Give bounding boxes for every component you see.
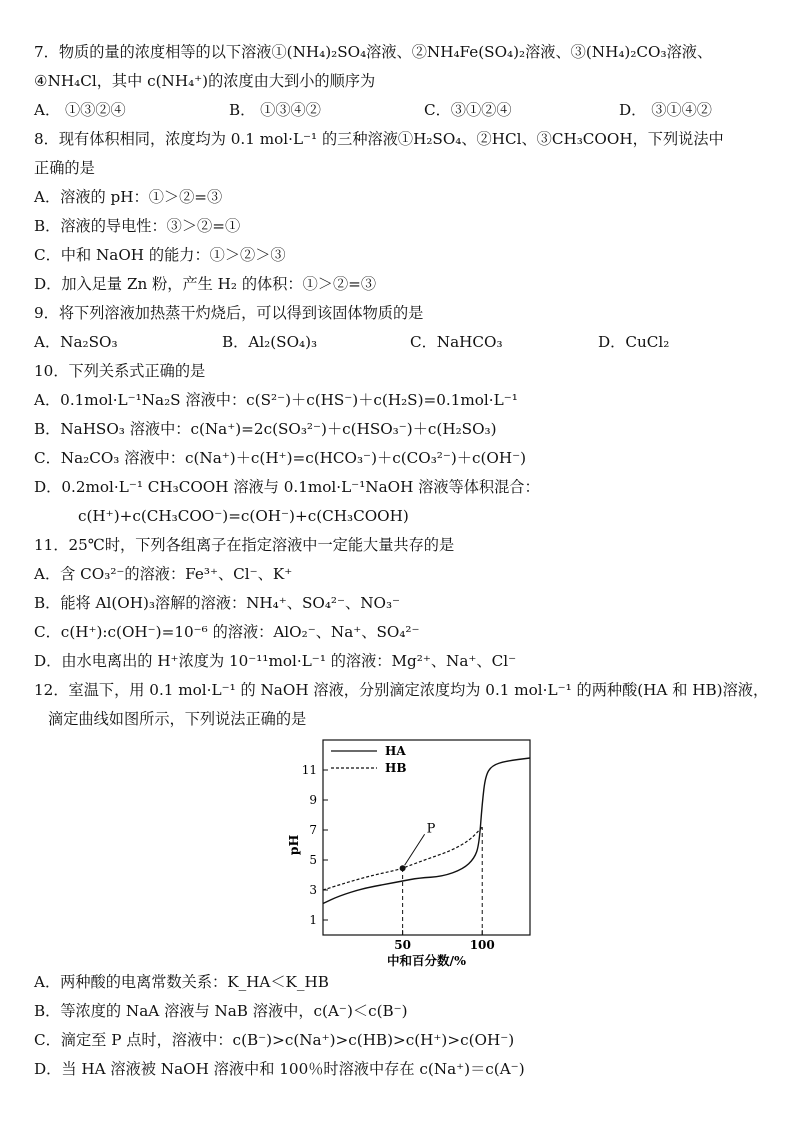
q8-stem: 8．现有体积相同，浓度均为 0.1 mol·L⁻¹ 的三种溶液①H₂SO₄、②HCl、③CH₃COOH，下列说法中	[34, 130, 724, 148]
q12-option-a[interactable]: A．两种酸的电离常数关系：K_HA＜K_HB	[34, 973, 329, 991]
q10-option-d[interactable]: D．0.2mol·L⁻¹ CH₃COOH 溶液与 0.1mol·L⁻¹NaOH 溶液等体积混合：	[34, 478, 540, 496]
q10-stem: 10．下列关系式正确的是	[34, 362, 206, 380]
plot-frame	[323, 740, 530, 935]
q9-option-d[interactable]: D．CuCl₂	[598, 333, 670, 351]
q8-option-c[interactable]: C．中和 NaOH 的能力：①＞②＞③	[34, 246, 286, 264]
q9-option-c[interactable]: C．NaHCO₃	[410, 333, 503, 351]
q12-stem: 12．室温下，用 0.1 mol·L⁻¹ 的 NaOH 溶液，分别滴定浓度均为 0.1 mol·L⁻¹ 的两种酸(HA 和 HB)溶液，	[34, 681, 769, 699]
point-p-leader	[405, 834, 425, 865]
q10-option-a[interactable]: A．0.1mol·L⁻¹Na₂S 溶液中：c(S²⁻)＋c(HS⁻)＋c(H₂S)=0.1mol·L⁻¹	[34, 391, 518, 409]
q10-option-b[interactable]: B．NaHSO₃ 溶液中：c(Na⁺)=2c(SO₃²⁻)＋c(HSO₃⁻)＋c(H₂SO₃)	[34, 420, 497, 438]
point-p-label: P	[426, 821, 436, 837]
q12-option-d[interactable]: D．当 HA 溶液被 NaOH 溶液中和 100％时溶液中存在 c(Na⁺)＝c(A⁻)	[34, 1060, 525, 1078]
q10-option-d-cont: c(H⁺)+c(CH₃COO⁻)=c(OH⁻)+c(CH₃COOH)	[78, 507, 409, 525]
q11-option-b[interactable]: B．能将 Al(OH)₃溶解的溶液：NH₄⁺、SO₄²⁻、NO₃⁻	[34, 594, 401, 612]
legend-label-ha: HA	[385, 744, 406, 758]
y-axis-label: pH	[286, 834, 301, 856]
q7-stem: 7．物质的量的浓度相等的以下溶液①(NH₄)₂SO₄溶液、②NH₄Fe(SO₄)₂溶液、③(NH₄)₂CO₃溶液、	[34, 43, 713, 61]
y-tick-label-3: 3	[309, 883, 317, 897]
x-axis-label: 中和百分数/%	[387, 953, 466, 968]
y-tick-label-11: 11	[301, 763, 317, 777]
q12-option-c[interactable]: C．滴定至 P 点时，溶液中：c(B⁻)>c(Na⁺)>c(HB)>c(H⁺)>c(OH⁻)	[34, 1031, 515, 1049]
point-p	[400, 865, 406, 871]
q9-option-b[interactable]: B．Al₂(SO₄)₃	[222, 333, 318, 351]
q11-option-c[interactable]: C．c(H⁺):c(OH⁻)=10⁻⁶ 的溶液：AlO₂⁻、Na⁺、SO₄²⁻	[34, 623, 420, 641]
q7-option-b[interactable]: B． ①③④②	[229, 101, 321, 119]
x-tick-label-50: 50	[394, 938, 411, 952]
y-tick-label-9: 9	[309, 793, 317, 807]
y-tick-label-7: 7	[309, 823, 317, 837]
titration-curve-chart	[34, 734, 774, 968]
q8-option-a[interactable]: A．溶液的 pH：①＞②=③	[34, 188, 223, 206]
q9-stem: 9．将下列溶液加热蒸干灼烧后，可以得到该固体物质的是	[34, 304, 424, 322]
q7-stem-cont: ④NH₄Cl，其中 c(NH₄⁺)的浓度由大到小的顺序为	[34, 72, 376, 90]
x-tick-label-100: 100	[469, 938, 495, 952]
legend-label-hb: HB	[385, 761, 407, 775]
titration-chart	[34, 734, 774, 968]
q9-options	[34, 328, 774, 357]
y-tick-label-1: 1	[309, 913, 317, 927]
q12-stem-cont: 滴定曲线如图所示，下列说法正确的是	[48, 710, 307, 728]
q11-option-a[interactable]: A．含 CO₃²⁻的溶液：Fe³⁺、Cl⁻、K⁺	[34, 565, 293, 583]
q7-option-c[interactable]: C．③①②④	[424, 101, 512, 119]
q7-option-a[interactable]: A． ①③②④	[34, 101, 126, 119]
q10-option-c[interactable]: C．Na₂CO₃ 溶液中：c(Na⁺)＋c(H⁺)=c(HCO₃⁻)＋c(CO₃²⁻)＋c(OH⁻)	[34, 449, 527, 467]
q11-stem: 11．25℃时，下列各组离子在指定溶液中一定能大量共存的是	[34, 536, 455, 554]
q8-option-b[interactable]: B．溶液的导电性：③＞②=①	[34, 217, 241, 235]
q7-option-d[interactable]: D． ③①④②	[619, 101, 712, 119]
y-tick-label-5: 5	[309, 853, 317, 867]
q11-option-d[interactable]: D．由水电离出的 H⁺浓度为 10⁻¹¹mol·L⁻¹ 的溶液：Mg²⁺、Na⁺、Cl⁻	[34, 652, 517, 670]
q9-option-a[interactable]: A．Na₂SO₃	[34, 333, 118, 351]
exam-page	[34, 38, 774, 1084]
q8-option-d[interactable]: D．加入足量 Zn 粉，产生 H₂ 的体积：①＞②=③	[34, 275, 377, 293]
q8-stem-cont: 正确的是	[34, 159, 95, 177]
q7-options	[34, 96, 774, 125]
q12-option-b[interactable]: B．等浓度的 NaA 溶液与 NaB 溶液中，c(A⁻)＜c(B⁻)	[34, 1002, 408, 1020]
